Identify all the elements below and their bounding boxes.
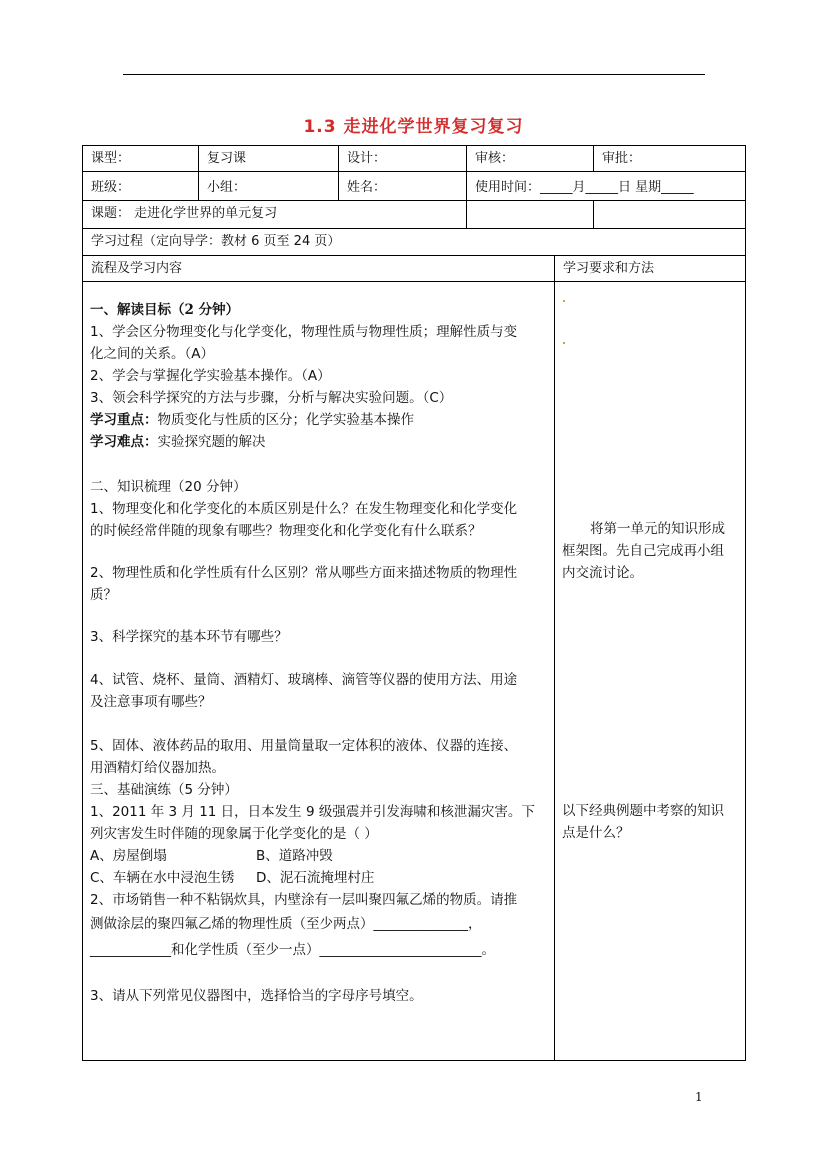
question-line: 4、试管、烧杯、量筒、酒精灯、玻璃棒、滴管等仪器的使用方法、用途 [90,672,518,688]
option-b: B、道路冲毁 [256,848,333,864]
knowledge-heading: 二、知识梳理（20 分钟） [90,479,247,495]
objective-line: 化之间的关系。（A） [90,346,214,362]
methods-cell [554,281,746,1061]
speck-mark [563,342,565,344]
document-title: 1.3 走进化学世界复习复习 [303,117,524,137]
cell-course-type-value: 复习课 [198,145,339,172]
question-line: 5、固体、液体药品的取用、用量筒量取一定体积的液体、仪器的连接、 [90,738,518,754]
cell-review-label: 审核： [466,145,594,172]
practice-line: 列灾害发生时伴随的现象属于化学变化的是（ ） [90,826,378,842]
question-line: 质？ [90,587,117,603]
question-line: 及注意事项有哪些？ [90,694,212,710]
col-header-content: 流程及学习内容 [82,255,555,282]
cell-course-type-label: 课型： [82,145,199,172]
difficult-point: 学习难点：实验探究题的解决 [90,434,266,450]
question-line: 用酒精灯给仪器加热。 [90,760,225,776]
practice-line: 1、2011 年 3 月 11 日，日本发生 9 级强震并引发海啸和核泄漏灾害。下 [90,804,535,820]
question-line: 的时候经常伴随的现象有哪些？物理变化和化学变化有什么联系？ [90,523,482,539]
objective-line: 3、领会科学探究的方法与步骤，分析与解决实验问题。（C） [90,390,453,406]
col-header-methods: 学习要求和方法 [554,255,746,282]
objectives-heading: 一、解读目标（2 分钟） [90,302,240,318]
header-rule [123,74,705,75]
option-d: D、泥石流掩埋村庄 [256,870,375,886]
cell-empty-2 [593,200,746,229]
cell-usage-time: 使用时间：_____月_____日 星期_____ [466,171,746,201]
question-line: 3、科学探究的基本环节有哪些？ [90,629,288,645]
page-number: 1 [695,1090,703,1104]
cell-name-label: 姓名： [338,171,467,201]
cell-empty-1 [466,200,594,229]
speck-mark [563,300,565,302]
question-line: 1、物理变化和化学变化的本质区别是什么？在发生物理变化和化学变化 [90,501,518,517]
practice-heading: 三、基础演练（5 分钟） [90,782,238,798]
method-note-1: 将第一单元的知识形成 框架图。先自己完成再小组 内交流讨论。 [562,521,725,581]
cell-learning-process: 学习过程（定向导学：教材 6 页至 24 页） [82,228,746,256]
practice-line: 3、请从下列常见仪器图中，选择恰当的字母序号填空。 [90,988,423,1004]
option-c: C、车辆在水中浸泡生锈 [90,870,235,886]
cell-topic: 课题： 走进化学世界的单元复习 [82,200,467,229]
practice-line: 测做涂层的聚四氟乙烯的物理性质（至少两点）______________， [90,916,482,932]
objective-line: 2、学会与掌握化学实验基本操作。（A） [90,368,331,384]
cell-group-label: 小组： [198,171,339,201]
cell-class-label: 班级： [82,171,199,201]
practice-line: 2、市场销售一种不粘锅炊具，内壁涂有一层叫聚四氟乙烯的物质。请推 [90,892,518,908]
option-a: A、房屋倒塌 [90,848,167,864]
key-point: 学习重点：物质变化与性质的区分；化学实验基本操作 [90,412,414,428]
practice-line: ____________和化学性质（至少一点）________________________。 [90,942,495,958]
question-line: 2、物理性质和化学性质有什么区别？常从哪些方面来描述物质的物理性 [90,565,518,581]
objective-line: 1、学会区分物理变化与化学变化，物理性质与物理性质；理解性质与变 [90,324,518,340]
cell-design-label: 设计： [338,145,467,172]
method-note-2: 以下经典例题中考察的知识 点是什么？ [562,803,724,841]
cell-approve-label: 审批： [593,145,746,172]
